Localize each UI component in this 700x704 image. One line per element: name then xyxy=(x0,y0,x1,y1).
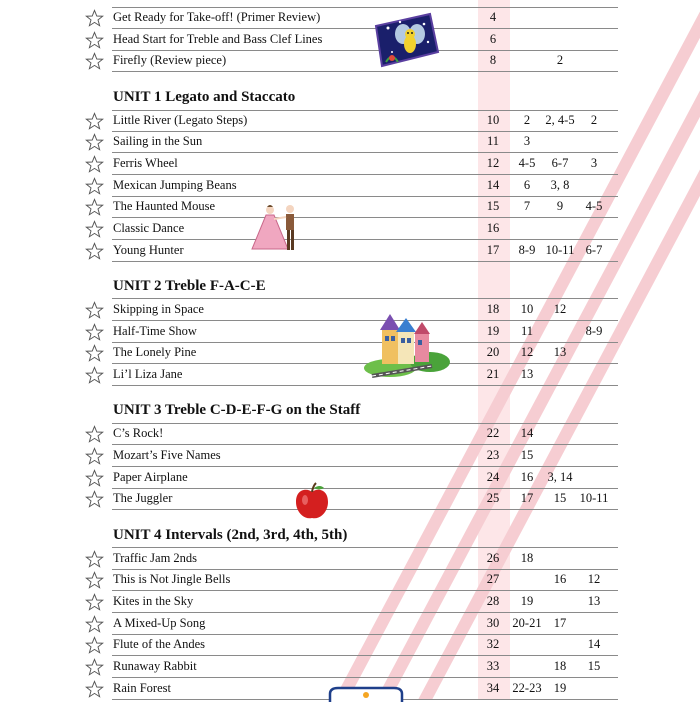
table-row xyxy=(0,176,700,197)
column-3-value: 13 xyxy=(553,345,567,359)
star-outline-icon[interactable] xyxy=(85,571,104,590)
table-row xyxy=(0,592,700,613)
column-4-value: 3 xyxy=(590,156,598,170)
table-row xyxy=(0,300,700,321)
page-number: 33 xyxy=(486,659,500,673)
star-outline-icon[interactable] xyxy=(85,242,104,261)
column-3-value: 15 xyxy=(553,491,567,505)
row-divider xyxy=(112,466,618,467)
column-2-value: 22-23 xyxy=(512,681,542,695)
row-divider xyxy=(112,7,618,8)
table-row xyxy=(0,570,700,591)
page-number: 28 xyxy=(486,594,500,608)
row-divider xyxy=(112,612,618,613)
dancing-couple-illustration xyxy=(250,203,306,255)
star-outline-icon[interactable] xyxy=(85,31,104,50)
table-row xyxy=(0,322,700,343)
star-outline-icon[interactable] xyxy=(85,366,104,385)
column-2-value: 13 xyxy=(520,367,534,381)
page-number: 27 xyxy=(486,572,500,586)
table-row xyxy=(0,424,700,445)
star-outline-icon[interactable] xyxy=(85,220,104,239)
row-divider xyxy=(112,28,618,29)
table-row xyxy=(0,219,700,240)
page-number: 34 xyxy=(486,681,500,695)
column-2-value: 2 xyxy=(523,113,531,127)
column-4-value: 10-11 xyxy=(579,491,609,505)
page-number: 18 xyxy=(486,302,500,316)
star-outline-icon[interactable] xyxy=(85,447,104,466)
piece-title: Traffic Jam 2nds xyxy=(113,551,198,565)
table-row xyxy=(0,365,700,386)
page-number: 30 xyxy=(486,616,500,630)
table-row xyxy=(0,446,700,467)
firefly-illustration xyxy=(372,12,440,68)
piece-title: This is Not Jingle Bells xyxy=(113,572,231,586)
column-4-value: 13 xyxy=(587,594,601,608)
piece-title: Young Hunter xyxy=(113,243,184,257)
star-outline-icon[interactable] xyxy=(85,198,104,217)
table-row xyxy=(0,549,700,570)
star-outline-icon[interactable] xyxy=(85,177,104,196)
row-divider xyxy=(112,152,618,153)
piece-title: Kites in the Sky xyxy=(113,594,194,608)
star-outline-icon[interactable] xyxy=(85,680,104,699)
star-outline-icon[interactable] xyxy=(85,636,104,655)
row-divider xyxy=(112,261,618,262)
table-row xyxy=(0,8,700,29)
column-2-value: 4-5 xyxy=(518,156,536,170)
page-number: 15 xyxy=(486,199,500,213)
column-4-value: 15 xyxy=(587,659,601,673)
unit-divider xyxy=(112,547,618,548)
page-number: 8 xyxy=(489,53,497,67)
page-number: 20 xyxy=(486,345,500,359)
page-number: 6 xyxy=(489,32,497,46)
row-divider xyxy=(112,444,618,445)
column-2-value: 18 xyxy=(520,551,534,565)
page-number: 14 xyxy=(486,178,500,192)
piece-title: Mozart’s Five Names xyxy=(113,448,221,462)
piece-title: Paper Airplane xyxy=(113,470,188,484)
star-outline-icon[interactable] xyxy=(85,490,104,509)
page-number: 16 xyxy=(486,221,500,235)
page-number: 26 xyxy=(486,551,500,565)
column-2-value: 15 xyxy=(520,448,534,462)
piece-title: The Haunted Mouse xyxy=(113,199,216,213)
piece-title: Get Ready for Take-off! (Primer Review) xyxy=(113,10,321,24)
page-number: 23 xyxy=(486,448,500,462)
column-3-value: 3, 14 xyxy=(547,470,573,484)
piece-title: C’s Rock! xyxy=(113,426,164,440)
table-row xyxy=(0,343,700,364)
column-4-value: 12 xyxy=(587,572,601,586)
column-2-value: 19 xyxy=(520,594,534,608)
column-3-value: 2, 4-5 xyxy=(545,113,575,127)
star-outline-icon[interactable] xyxy=(85,133,104,152)
column-3-value: 3, 8 xyxy=(550,178,570,192)
column-4-value: 6-7 xyxy=(585,243,603,257)
piece-title: A Mixed-Up Song xyxy=(113,616,206,630)
page-number: 25 xyxy=(486,491,500,505)
page-number: 21 xyxy=(486,367,500,381)
piece-title: Mexican Jumping Beans xyxy=(113,178,237,192)
column-2-value: 14 xyxy=(520,426,534,440)
column-2-value: 11 xyxy=(520,324,534,338)
unit-heading: UNIT 2 Treble F-A-C-E xyxy=(113,278,266,294)
column-2-value: 17 xyxy=(520,491,534,505)
table-row xyxy=(0,468,700,489)
column-3-value: 2 xyxy=(556,53,564,67)
column-3-value: 17 xyxy=(553,616,567,630)
houses-illustration xyxy=(360,310,452,382)
column-2-value: 20-21 xyxy=(512,616,542,630)
table-row xyxy=(0,111,700,132)
star-outline-icon[interactable] xyxy=(85,112,104,131)
column-3-value: 12 xyxy=(553,302,567,316)
table-row xyxy=(0,30,700,51)
piece-title: Little River (Legato Steps) xyxy=(113,113,248,127)
table-row xyxy=(0,635,700,656)
column-4-value: 14 xyxy=(587,637,601,651)
column-2-value: 16 xyxy=(520,470,534,484)
piece-title: Firefly (Review piece) xyxy=(113,53,227,67)
page-number: 19 xyxy=(486,324,500,338)
column-2-value: 7 xyxy=(523,199,531,213)
column-3-value: 9 xyxy=(556,199,564,213)
piece-title: Half-Time Show xyxy=(113,324,197,338)
table-row xyxy=(0,197,700,218)
star-outline-icon[interactable] xyxy=(85,658,104,677)
table-row xyxy=(0,154,700,175)
column-2-value: 6 xyxy=(523,178,531,192)
table-row xyxy=(0,489,700,510)
column-3-value: 19 xyxy=(553,681,567,695)
unit-heading: UNIT 1 Legato and Staccato xyxy=(113,89,296,105)
piece-title: Flute of the Andes xyxy=(113,637,206,651)
page-number: 22 xyxy=(486,426,500,440)
unit-divider xyxy=(112,423,618,424)
column-4-value: 8-9 xyxy=(585,324,603,338)
piece-title: The Lonely Pine xyxy=(113,345,197,359)
row-divider xyxy=(112,385,618,386)
star-outline-icon[interactable] xyxy=(85,52,104,71)
page-number: 12 xyxy=(486,156,500,170)
piece-title: Skipping in Space xyxy=(113,302,204,316)
column-4-value: 4-5 xyxy=(585,199,603,213)
star-outline-icon[interactable] xyxy=(85,301,104,320)
column-2-value: 3 xyxy=(523,134,531,148)
page-number: 32 xyxy=(486,637,500,651)
page-number: 24 xyxy=(486,470,500,484)
row-divider xyxy=(112,590,618,591)
apple-illustration xyxy=(294,482,330,522)
row-divider xyxy=(112,655,618,656)
row-divider xyxy=(112,174,618,175)
table-row xyxy=(0,132,700,153)
unit-heading: UNIT 4 Intervals (2nd, 3rd, 4th, 5th) xyxy=(113,527,348,543)
row-divider xyxy=(112,509,618,510)
star-outline-icon[interactable] xyxy=(85,155,104,174)
star-outline-icon[interactable] xyxy=(85,615,104,634)
table-row xyxy=(0,51,700,72)
piece-title: Sailing in the Sun xyxy=(113,134,203,148)
star-outline-icon[interactable] xyxy=(85,323,104,342)
table-row xyxy=(0,614,700,635)
star-outline-icon[interactable] xyxy=(85,469,104,488)
piece-title: Rain Forest xyxy=(113,681,171,695)
star-outline-icon[interactable] xyxy=(85,593,104,612)
piece-title: Classic Dance xyxy=(113,221,185,235)
star-outline-icon[interactable] xyxy=(85,425,104,444)
star-outline-icon[interactable] xyxy=(85,9,104,28)
column-2-value: 10 xyxy=(520,302,534,316)
column-4-value: 2 xyxy=(590,113,598,127)
row-divider xyxy=(112,71,618,72)
star-outline-icon[interactable] xyxy=(85,550,104,569)
page-number: 17 xyxy=(486,243,500,257)
unit-divider xyxy=(112,298,618,299)
row-divider xyxy=(112,217,618,218)
piece-title: Ferris Wheel xyxy=(113,156,178,170)
star-outline-icon[interactable] xyxy=(85,344,104,363)
row-divider xyxy=(112,677,618,678)
piece-title: Runaway Rabbit xyxy=(113,659,197,673)
page-number: 10 xyxy=(486,113,500,127)
column-3-value: 10-11 xyxy=(545,243,575,257)
row-divider xyxy=(112,239,618,240)
column-3-value: 6-7 xyxy=(551,156,569,170)
unit-divider xyxy=(112,110,618,111)
column-2-value: 12 xyxy=(520,345,534,359)
page-number: 11 xyxy=(486,134,500,148)
piece-title: Li’l Liza Jane xyxy=(113,367,183,381)
column-2-value: 8-9 xyxy=(518,243,536,257)
column-3-value: 18 xyxy=(553,659,567,673)
piece-title: The Juggler xyxy=(113,491,173,505)
unit-heading: UNIT 3 Treble C-D-E-F-G on the Staff xyxy=(113,402,361,418)
piece-title: Head Start for Treble and Bass Clef Lines xyxy=(113,32,323,46)
table-row xyxy=(0,657,700,678)
column-3-value: 16 xyxy=(553,572,567,586)
table-row xyxy=(0,241,700,262)
page-number: 4 xyxy=(489,10,497,24)
